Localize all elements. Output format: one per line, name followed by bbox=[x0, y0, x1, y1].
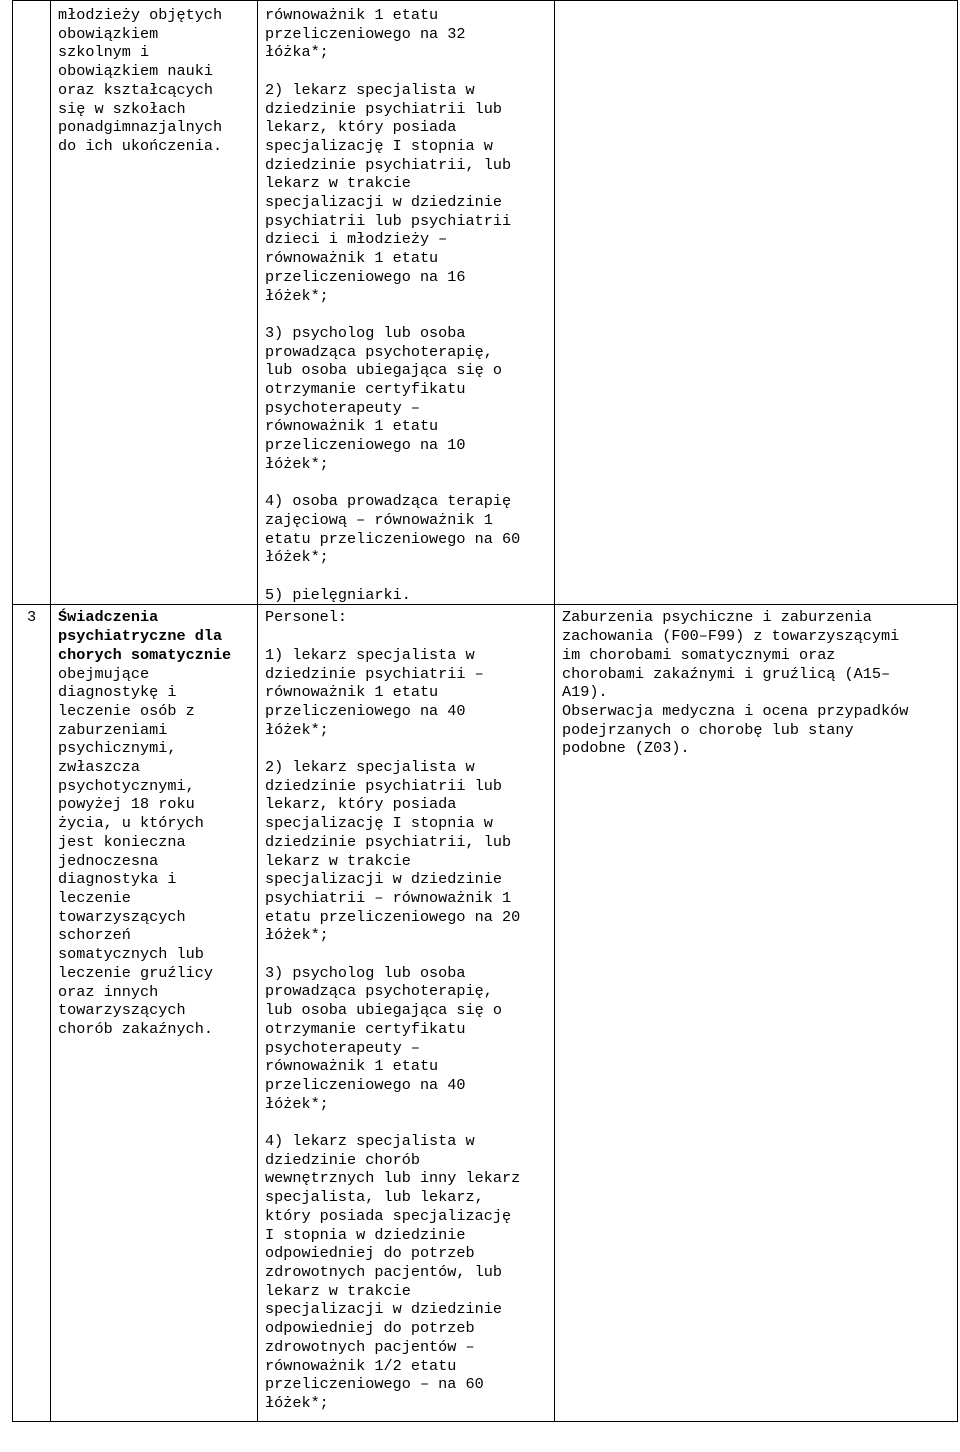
table-row-3 bbox=[13, 605, 958, 1422]
service-name-title: Świadczenia psychiatryczne dla chorych somatycznie bbox=[58, 608, 232, 664]
cell-number bbox=[13, 1, 51, 605]
regulation-table bbox=[12, 0, 958, 1422]
requirement-heading: Personel: bbox=[265, 608, 348, 627]
cell-icd-codes bbox=[555, 605, 958, 1422]
requirement-item: 3) psycholog lub osoba prowadząca psychoterapię, lub osoba ubiegająca się o otrzymanie certyfikatu psychoterapeuty – równoważnik 1 etatu przeliczeniowego na 10 łóżek*; bbox=[265, 323, 502, 473]
cell-requirements bbox=[258, 1, 555, 605]
requirement-item: 2) lekarz specjalista w dziedzinie psychiatrii lub lekarz, który posiada specjalizację I stopnia w dziedzinie psychiatrii, lub lekarz w trakcie specjalizacji w dziedzinie psychiatrii lub psychiatrii dzieci i młodzieży – równoważnik 1 etatu przeliczeniowego na 16 łóżek*; bbox=[265, 80, 512, 305]
requirement-item: 4) lekarz specjalista w dziedzinie chorób wewnętrznych lub inny lekarz specjalista, lub lekarz, który posiada specjalizację I stopnia w dziedzinie odpowiedniej do potrzeb zdrowotnych pacjentów, lub lekarz w trakcie specjalizacji w dziedzinie odpowiedniej do potrzeb zdrowotnych pacjentów – równoważnik 1/2 etatu przeliczeniowego – na 60 łóżek*; bbox=[265, 1132, 521, 1412]
icd-text: Zaburzenia psychiczne i zaburzenia zachowania (F00–F99) z towarzyszącymi im chorobami somatycznymi oraz chorobami zakaźnymi i gruźlicą (A15– A19). Obserwacja medyczna i ocena przypadków podejrzanych o chorobę lub stany podobne (Z03). bbox=[562, 608, 909, 758]
row-number: 3 bbox=[27, 608, 37, 627]
table-row-continuation bbox=[13, 1, 958, 605]
requirement-item: 3) psycholog lub osoba prowadząca psychoterapię, lub osoba ubiegająca się o otrzymanie certyfikatu psychoterapeuty – równoważnik 1 etatu przeliczeniowego na 40 łóżek*; bbox=[265, 963, 502, 1113]
requirement-item: 4) osoba prowadząca terapię zajęciową – równoważnik 1 etatu przeliczeniowego na 60 łóżek*; bbox=[265, 492, 521, 567]
requirement-item: 2) lekarz specjalista w dziedzinie psychiatrii lub lekarz, który posiada specjalizację I stopnia w dziedzinie psychiatrii, lub lekarz w trakcie specjalizacji w dziedzinie psychiatrii – równoważnik 1 etatu przeliczeniowego na 20 łóżek*; bbox=[265, 758, 521, 945]
requirement-item: 5) pielęgniarki. bbox=[265, 585, 411, 604]
cell-icd-codes bbox=[555, 1, 958, 605]
cell-service-name bbox=[51, 1, 258, 605]
service-name-description: obejmujące diagnostykę i leczenie osób z zaburzeniami psychicznymi, zwłaszcza psychotycznymi, powyżej 18 roku życia, u których jest konieczna jednoczesna diagnostyka i leczenie towarzyszących schorzeń somatycznych lub leczenie gruźlicy oraz innych towarzyszących chorób zakaźnych. bbox=[58, 664, 213, 1038]
cell-requirements bbox=[258, 605, 555, 1422]
service-name-text: młodzieży objętych obowiązkiem szkolnym i obowiązkiem nauki oraz kształcących się w szkołach ponadgimnazjalnych do ich ukończenia. bbox=[58, 6, 223, 155]
cell-service-name bbox=[51, 605, 258, 1422]
requirement-item: równoważnik 1 etatu przeliczeniowego na 32 łóżka*; bbox=[265, 6, 466, 62]
cell-number bbox=[13, 605, 51, 1422]
requirement-item: 1) lekarz specjalista w dziedzinie psychiatrii – równoważnik 1 etatu przeliczeniowego na 40 łóżek*; bbox=[265, 645, 484, 739]
